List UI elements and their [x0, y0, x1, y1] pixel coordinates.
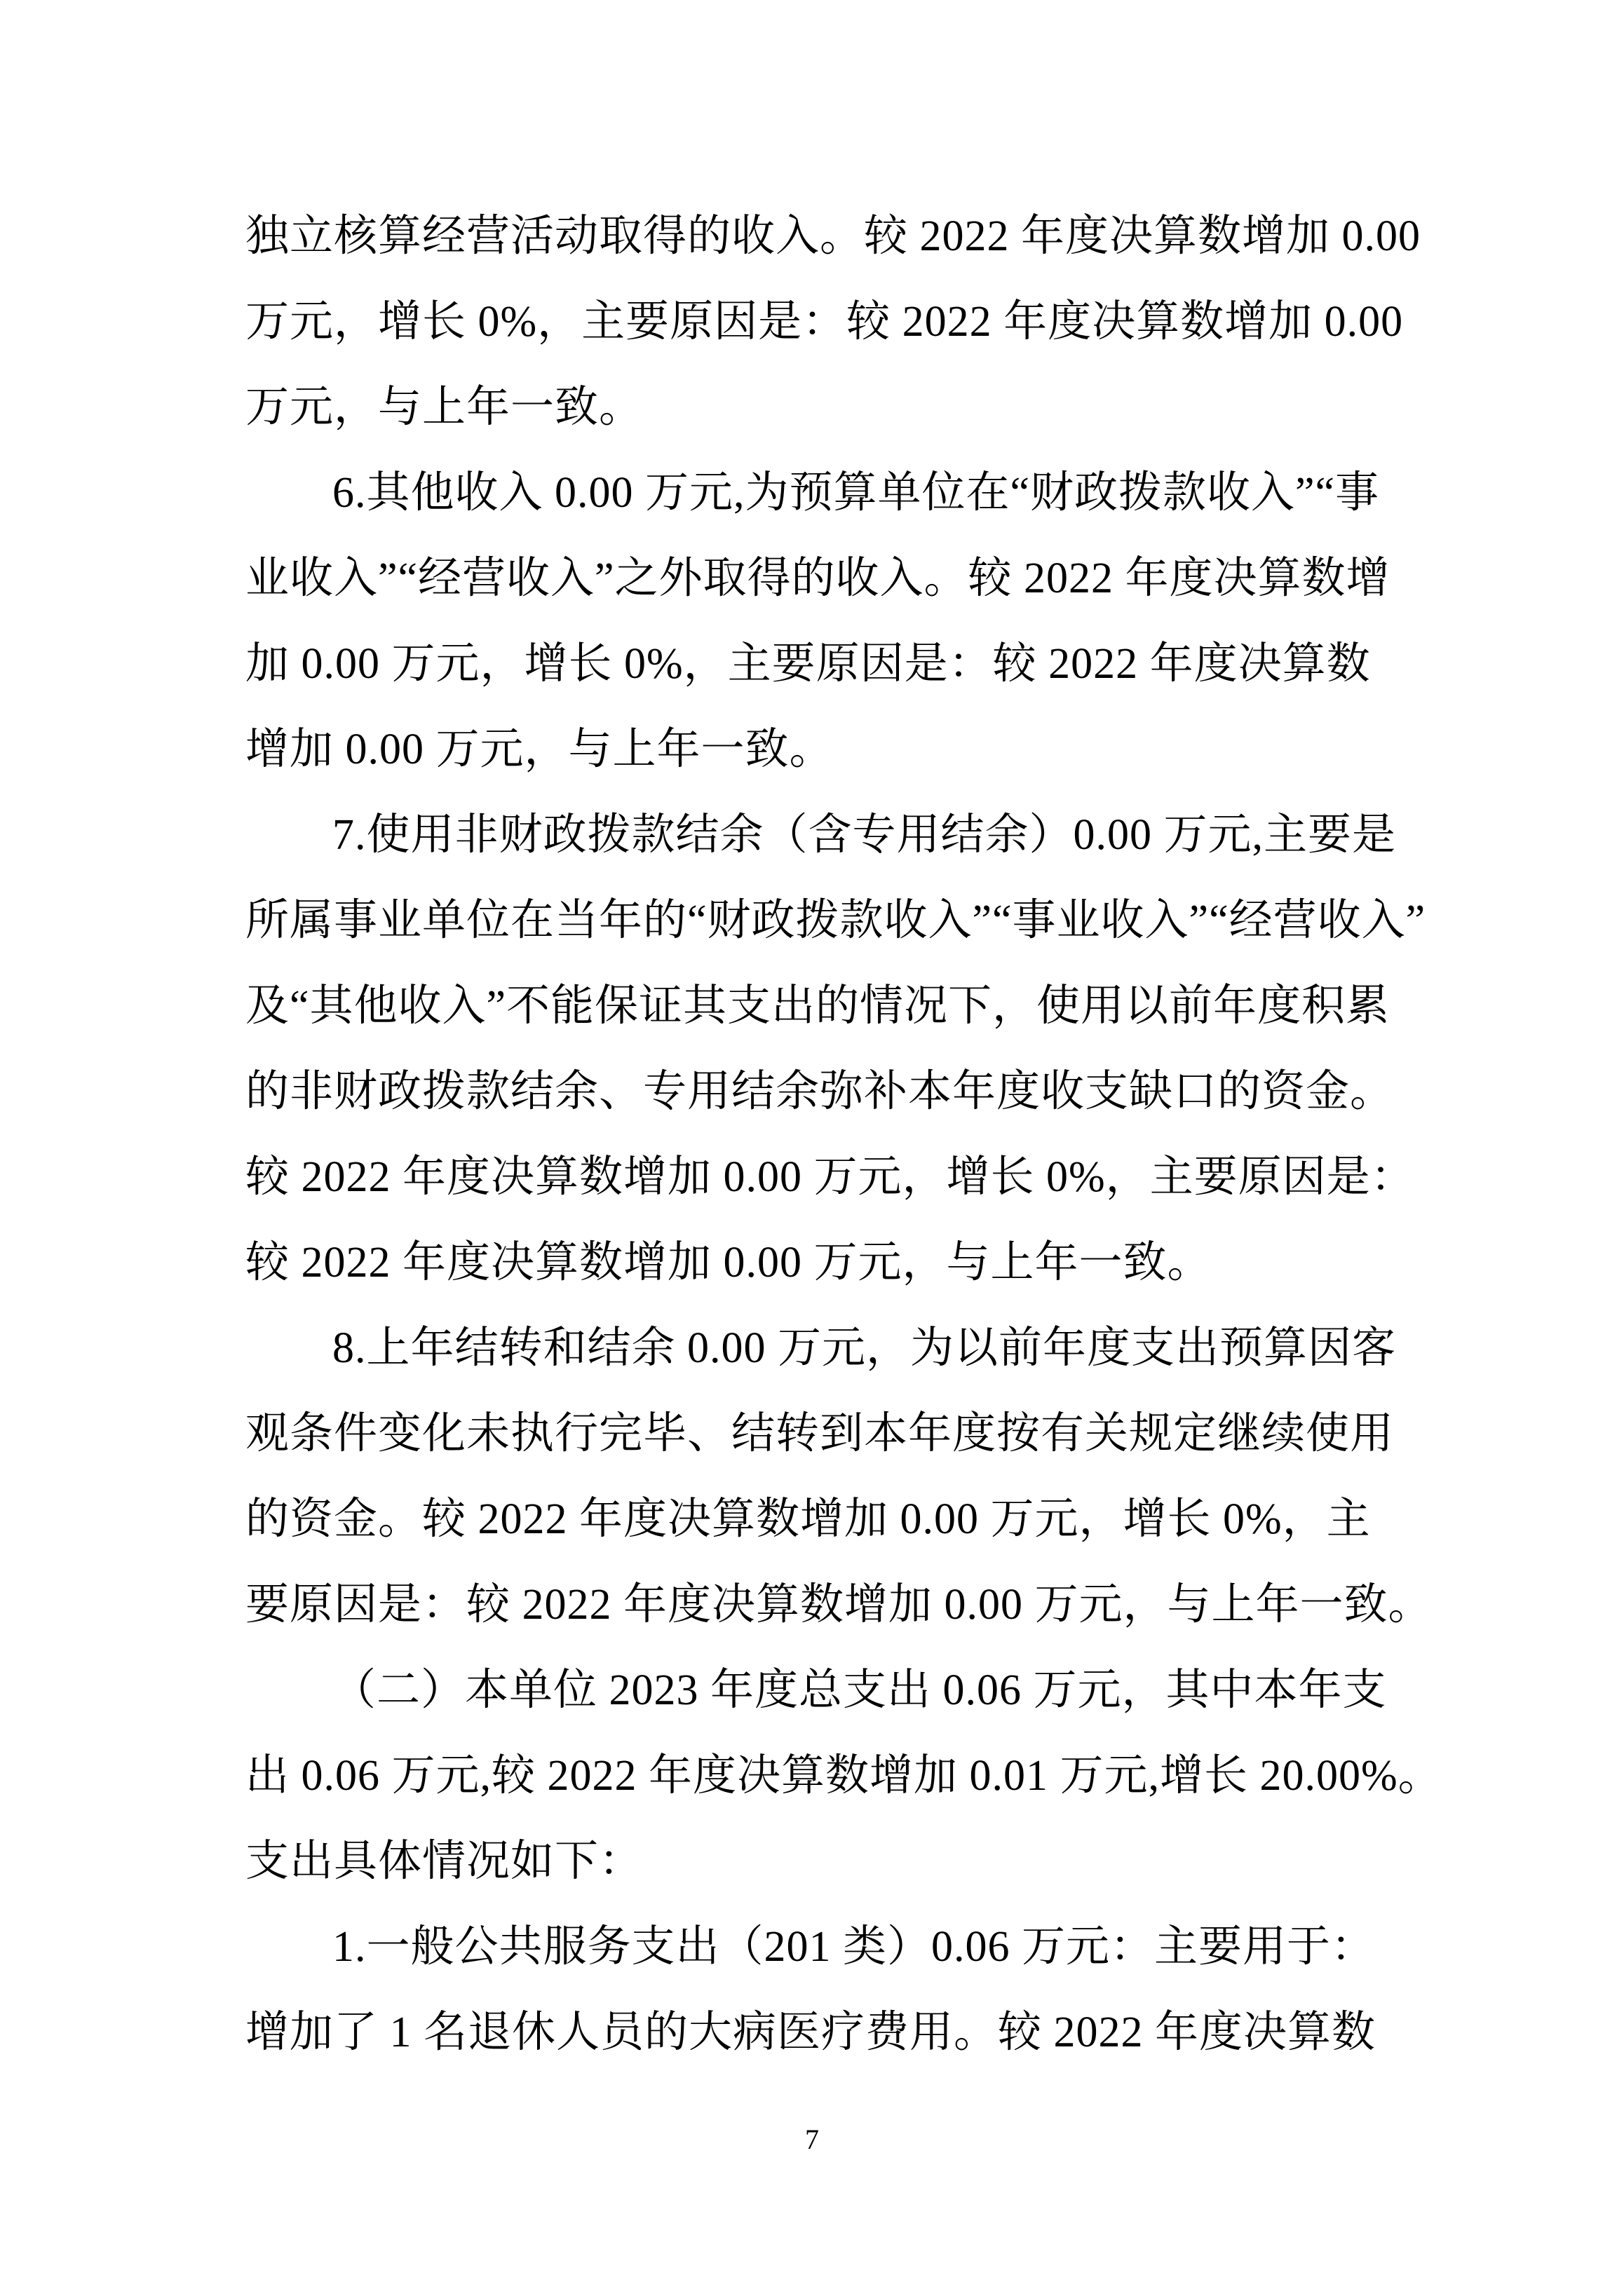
text-line: 独立核算经营活动取得的收入。较 2022 年度决算数增加 0.00	[245, 212, 1421, 260]
page-number: 7	[805, 2124, 819, 2155]
text-line: 观条件变化未执行完毕、结转到本年度按有关规定继续使用	[245, 1410, 1395, 1458]
text-line: 出 0.06 万元,较 2022 年度决算数增加 0.01 万元,增长 20.00%。	[245, 1752, 1442, 1800]
text-line: 增加 0.00 万元，与上年一致。	[245, 726, 834, 773]
text-line: 增加了 1 名退休人员的大病医疗费用。较 2022 年度决算数	[245, 2009, 1376, 2056]
text-line: 及“其他收入”不能保证其支出的情况下，使用以前年度积累	[245, 982, 1390, 1030]
text-line: 6.其他收入 0.00 万元,为预算单位在“财政拨款收入”“事	[332, 469, 1380, 517]
text-line: 万元，增长 0%，主要原因是：较 2022 年度决算数增加 0.00	[245, 298, 1404, 346]
text-line: 7.使用非财政拨款结余（含专用结余）0.00 万元,主要是	[332, 811, 1397, 859]
text-line: 较 2022 年度决算数增加 0.00 万元，增长 0%，主要原因是：	[245, 1153, 1415, 1201]
text-line: 的资金。较 2022 年度决算数增加 0.00 万元，增长 0%，主	[245, 1495, 1371, 1543]
text-line: 要原因是：较 2022 年度决算数增加 0.00 万元，与上年一致。	[245, 1581, 1433, 1629]
text-line: 万元，与上年一致。	[245, 383, 644, 431]
text-line: （二）本单位 2023 年度总支出 0.06 万元，其中本年支	[332, 1666, 1387, 1714]
document-body	[245, 193, 1442, 2075]
text-line: 1.一般公共服务支出（201 类）0.06 万元：主要用于：	[332, 1923, 1376, 1971]
text-line: 8.上年结转和结余 0.00 万元，为以前年度支出预算因客	[332, 1324, 1397, 1372]
text-line: 加 0.00 万元，增长 0%，主要原因是：较 2022 年度决算数	[245, 640, 1371, 688]
text-line: 较 2022 年度决算数增加 0.00 万元，与上年一致。	[245, 1239, 1212, 1286]
text-line: 支出具体情况如下：	[245, 1838, 644, 1885]
text-line: 业收入”“经营收入”之外取得的收入。较 2022 年度决算数增	[245, 555, 1390, 602]
text-line: 所属事业单位在当年的“财政拨款收入”“事业收入”“经营收入”	[245, 897, 1426, 944]
text-line: 的非财政拨款结余、专用结余弥补本年度收支缺口的资金。	[245, 1068, 1395, 1115]
